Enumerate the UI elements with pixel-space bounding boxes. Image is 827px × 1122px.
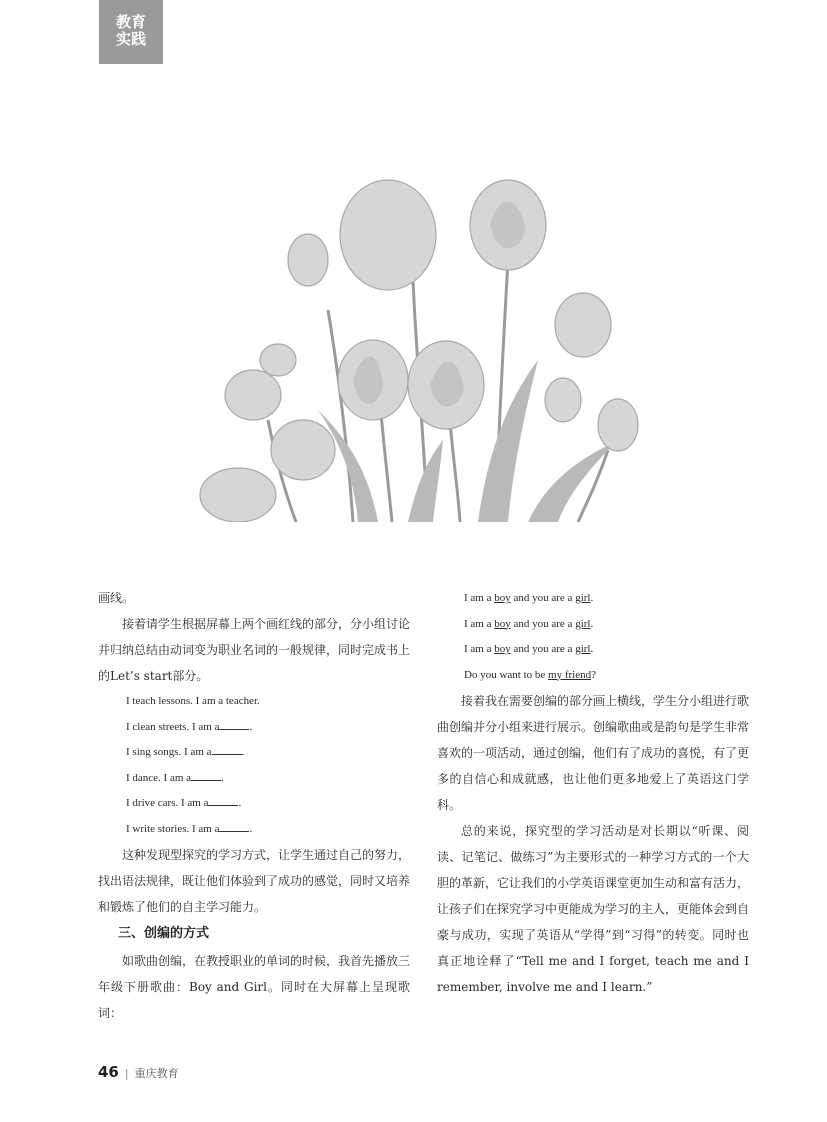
footer-separator: | — [124, 1067, 129, 1080]
fill-blank — [208, 795, 238, 806]
journal-name: 重庆教育 — [134, 1067, 179, 1080]
lyric-line: I am a boy and you are a girl. — [464, 617, 594, 630]
page-number: 46 — [98, 1063, 119, 1081]
right-column — [437, 586, 749, 1000]
fill-blank — [212, 744, 242, 755]
fill-blank — [191, 770, 221, 781]
section-tag — [99, 0, 163, 64]
paragraph: 这种发现型探究的学习方式，让学生通过自己的努力，找出语法规律，既让他们体验到了成功的感觉，同时又培养和锻炼了他们的自主学习能力。 — [98, 848, 411, 914]
fill-blank — [219, 719, 249, 730]
example-sentence: I clean streets. I am a . — [126, 720, 253, 733]
lyric-line: I am a boy and you are a girl. — [464, 592, 594, 604]
lyric-line: Do you want to be my friend? — [464, 668, 596, 681]
paragraph: 接着我在需要创编的部分画上横线，学生分小组进行歌曲创编并分小组来进行展示。创编歌曲或是韵句是学生非常喜欢的一项活动，通过创编，他们有了成功的喜悦，有了更多的自信心和成就感，也让他们更多地爱上了英语这门学科。 — [437, 694, 750, 812]
section-tag-line2: 实践 — [115, 30, 146, 48]
lyric-line: I am a boy and you are a girl. — [464, 643, 594, 655]
paragraph: 画线。 — [98, 591, 135, 605]
page-footer — [98, 1063, 179, 1081]
paragraph: 如歌曲创编，在教授职业的单词的时候，我首先播放三年级下册歌曲：Boy and Girl。同时在大屏幕上呈现歌词： — [98, 954, 411, 1020]
example-sentence: I dance. I am a . — [126, 771, 224, 784]
example-sentence: I sing songs. I am a . — [126, 746, 245, 758]
fill-blank — [219, 821, 249, 832]
tulip-flower-photo — [178, 150, 676, 522]
example-sentence: I teach lessons. I am a teacher. — [126, 695, 260, 707]
paragraph: 总的来说，探究型的学习活动是对长期以“听课、阅读、记笔记、做练习”为主要形式的一种学习方式的一个大胆的革新，它让我们的小学英语课堂更加生动和富有活力，让孩子们在探究学习中更能成为学习的主人，更能体会到自豪与成功，实现了英语从“学得”到“习得”的转变。同时也真正地诠释了“Tell me and I forget, teach me and I remember, involve me and I learn.” — [437, 824, 750, 994]
example-sentence: I write stories. I am a . — [126, 822, 253, 835]
paragraph: 接着请学生根据屏幕上两个画红线的部分，分小组讨论并归纳总结由动词变为职业名词的一般规律，同时完成书上的Let’s start部分。 — [98, 617, 411, 683]
example-sentence: I drive cars. I am a . — [126, 797, 242, 809]
section-heading: 三、创编的方式 — [118, 926, 210, 941]
left-column — [98, 585, 410, 1026]
section-tag-line1: 教育 — [115, 13, 146, 31]
